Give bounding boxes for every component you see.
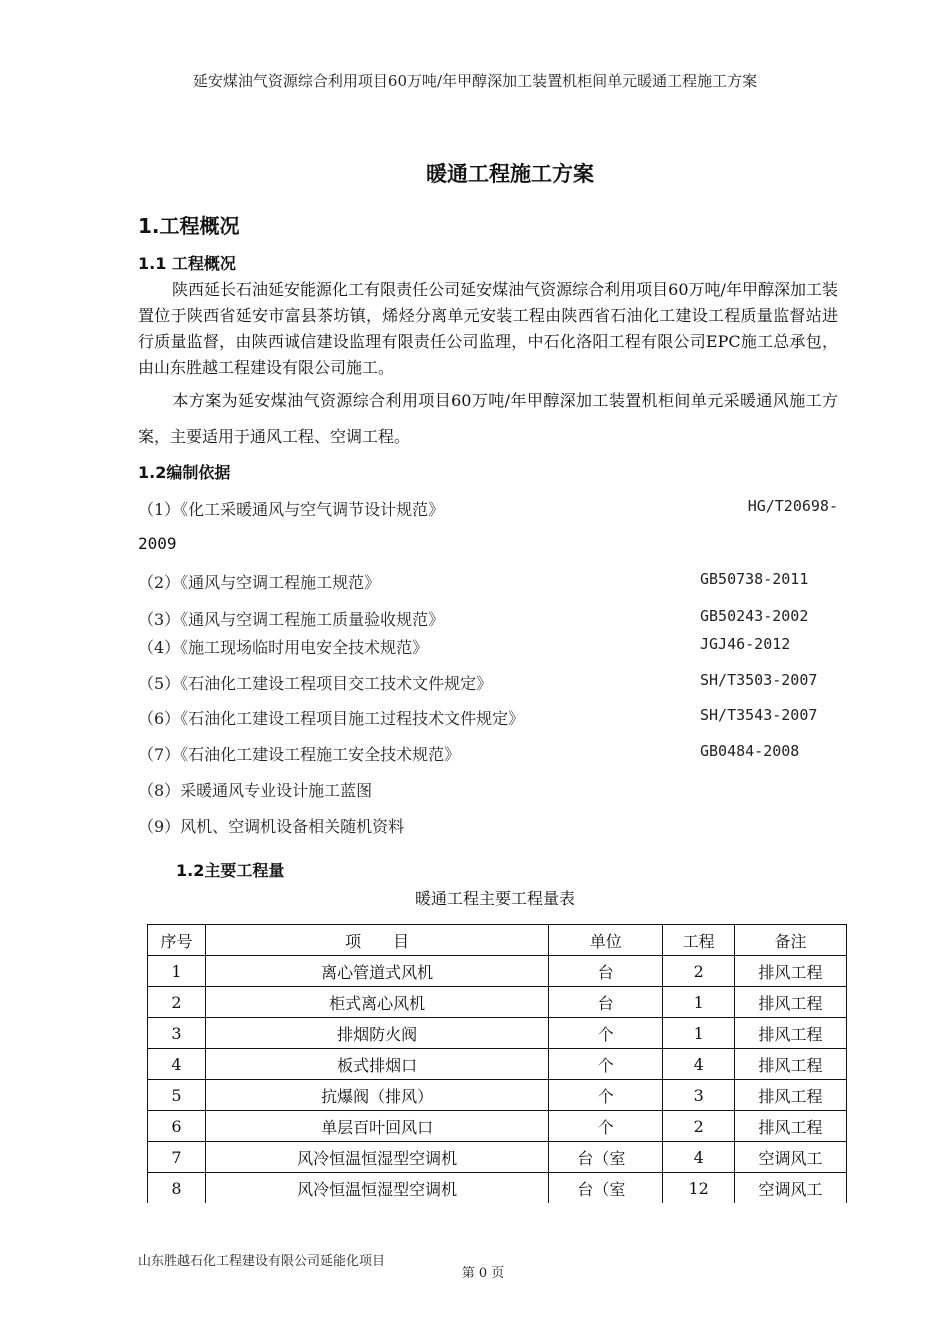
reference-item: [138, 778, 838, 802]
reference-title: （4）《施工现场临时用电安全技术规范》: [138, 638, 429, 657]
reference-title: （3）《通风与空调工程施工质量验收规范》: [138, 610, 445, 629]
overview-paragraph-text: 陕西延长石油延安能源化工有限责任公司延安煤油气资源综合利用项目60万吨/年甲醇深加工装置位于陕西省延安市富县茶坊镇，烯烃分离单元安装工程由陕西省石油化工建设工程质量监督站进行质量监督，由陕西诚信建设监理有限责任公司监理，中石化洛阳工程有限公司EPC施工总承包，由山东胜越工程建设有限公司施工。: [138, 280, 838, 377]
subsection-heading-quantities: 1.2主要工程量: [176, 861, 285, 880]
reference-title: （8）采暖通风专业设计施工蓝图: [138, 781, 373, 800]
cell-index: 1: [148, 956, 206, 987]
cell-quantity: 2: [663, 1111, 735, 1142]
cell-quantity: 4: [663, 1142, 735, 1173]
reference-item: [138, 607, 838, 631]
cell-item: 离心管道式风机: [205, 956, 548, 987]
cell-item: 单层百叶回风口: [205, 1111, 548, 1142]
cell-unit: 台（室: [549, 1142, 663, 1173]
quantity-table: [147, 924, 847, 1203]
column-header-remark: 备注: [735, 925, 847, 956]
document-title: 暖通工程施工方案: [426, 162, 594, 186]
cell-remark: 空调风工: [735, 1142, 847, 1173]
reference-title: （6）《石油化工建设工程项目施工过程技术文件规定》: [138, 709, 525, 728]
table-row: [148, 1111, 847, 1142]
cell-item: 排烟防火阀: [205, 1018, 548, 1049]
reference-title: （5）《石油化工建设工程项目交工技术文件规定》: [138, 674, 493, 693]
table-row: [148, 1142, 847, 1173]
cell-item: 风冷恒温恒湿型空调机: [205, 1142, 548, 1173]
column-header-item: 项 目: [205, 925, 548, 956]
reference-item: [138, 742, 838, 766]
cell-item: 抗爆阀（排风）: [205, 1080, 548, 1111]
table-row: [148, 956, 847, 987]
reference-title: （9）风机、空调机设备相关随机资料: [138, 817, 405, 836]
cell-quantity: 1: [663, 1018, 735, 1049]
cell-unit: 个: [549, 1111, 663, 1142]
cell-quantity: 4: [663, 1049, 735, 1080]
table-header-row: [148, 925, 847, 956]
cell-remark: 排风工程: [735, 956, 847, 987]
cell-index: 2: [148, 987, 206, 1018]
cell-index: 8: [148, 1173, 206, 1204]
cell-remark: 空调风工: [735, 1173, 847, 1204]
reference-code: JGJ46-2012: [700, 635, 791, 653]
reference-item: [138, 635, 838, 659]
cell-remark: 排风工程: [735, 987, 847, 1018]
cell-index: 5: [148, 1080, 206, 1111]
cell-unit: 台（室: [549, 1173, 663, 1204]
subsection-heading-basis: 1.2编制依据: [138, 463, 231, 482]
table-row: [148, 987, 847, 1018]
cell-index: 7: [148, 1142, 206, 1173]
footer-company: 山东胜越石化工程建设有限公司延能化项目: [138, 1254, 386, 1269]
reference-code: SH/T3543-2007: [700, 706, 818, 724]
reference-code: SH/T3503-2007: [700, 671, 818, 689]
table-row: [148, 1173, 847, 1204]
cell-index: 4: [148, 1049, 206, 1080]
column-header-unit: 单位: [549, 925, 663, 956]
cell-index: 3: [148, 1018, 206, 1049]
cell-unit: 个: [549, 1018, 663, 1049]
table-row: [148, 1080, 847, 1111]
cell-unit: 台: [549, 987, 663, 1018]
cell-remark: 排风工程: [735, 1111, 847, 1142]
reference-title: （2）《通风与空调工程施工规范》: [138, 573, 381, 592]
cell-item: 风冷恒温恒湿型空调机: [205, 1173, 548, 1204]
cell-quantity: 1: [663, 987, 735, 1018]
cell-quantity: 12: [663, 1173, 735, 1204]
cell-quantity: 3: [663, 1080, 735, 1111]
reference-item: [138, 497, 838, 521]
table-row: [148, 1018, 847, 1049]
table-caption: 暖通工程主要工程量表: [414, 889, 575, 908]
reference-item: [138, 671, 838, 695]
scope-paragraph-text: 本方案为延安煤油气资源综合利用项目60万吨/年甲醇深加工装置机柜间单元采暖通风施工方案，主要适用于通风工程、空调工程。: [138, 391, 838, 446]
cell-remark: 排风工程: [735, 1049, 847, 1080]
reference-code: GB0484-2008: [700, 742, 800, 760]
subsection-heading-overview: 1.1 工程概况: [138, 254, 236, 273]
cell-remark: 排风工程: [735, 1018, 847, 1049]
reference-code: HG/T20698-: [747, 497, 838, 515]
cell-remark: 排风工程: [735, 1080, 847, 1111]
table-row: [148, 1049, 847, 1080]
reference-code: GB50243-2002: [700, 607, 809, 625]
cell-unit: 台: [549, 956, 663, 987]
reference-item: [138, 706, 838, 730]
column-header-quantity: 工程: [663, 925, 735, 956]
reference-item: [138, 570, 838, 594]
cell-unit: 个: [549, 1049, 663, 1080]
cell-item: 板式排烟口: [205, 1049, 548, 1080]
cell-unit: 个: [549, 1080, 663, 1111]
reference-item: [138, 814, 838, 838]
scope-paragraph: [138, 383, 838, 455]
running-header: 延安煤油气资源综合利用项目60万吨/年甲醇深加工装置机柜间单元暖通工程施工方案: [192, 72, 758, 90]
footer-page-number: 第 0 页: [461, 1266, 505, 1281]
section-heading: 1.工程概况: [138, 214, 240, 238]
cell-quantity: 2: [663, 956, 735, 987]
reference-code-continuation: 2009: [138, 534, 177, 553]
reference-title: （1）《化工采暖通风与空气调节设计规范》: [138, 500, 445, 519]
cell-item: 柜式离心风机: [205, 987, 548, 1018]
cell-index: 6: [148, 1111, 206, 1142]
column-header-index: 序号: [148, 925, 206, 956]
overview-paragraph: [138, 277, 838, 381]
reference-title: （7）《石油化工建设工程施工安全技术规范》: [138, 745, 461, 764]
reference-code: GB50738-2011: [700, 570, 809, 588]
